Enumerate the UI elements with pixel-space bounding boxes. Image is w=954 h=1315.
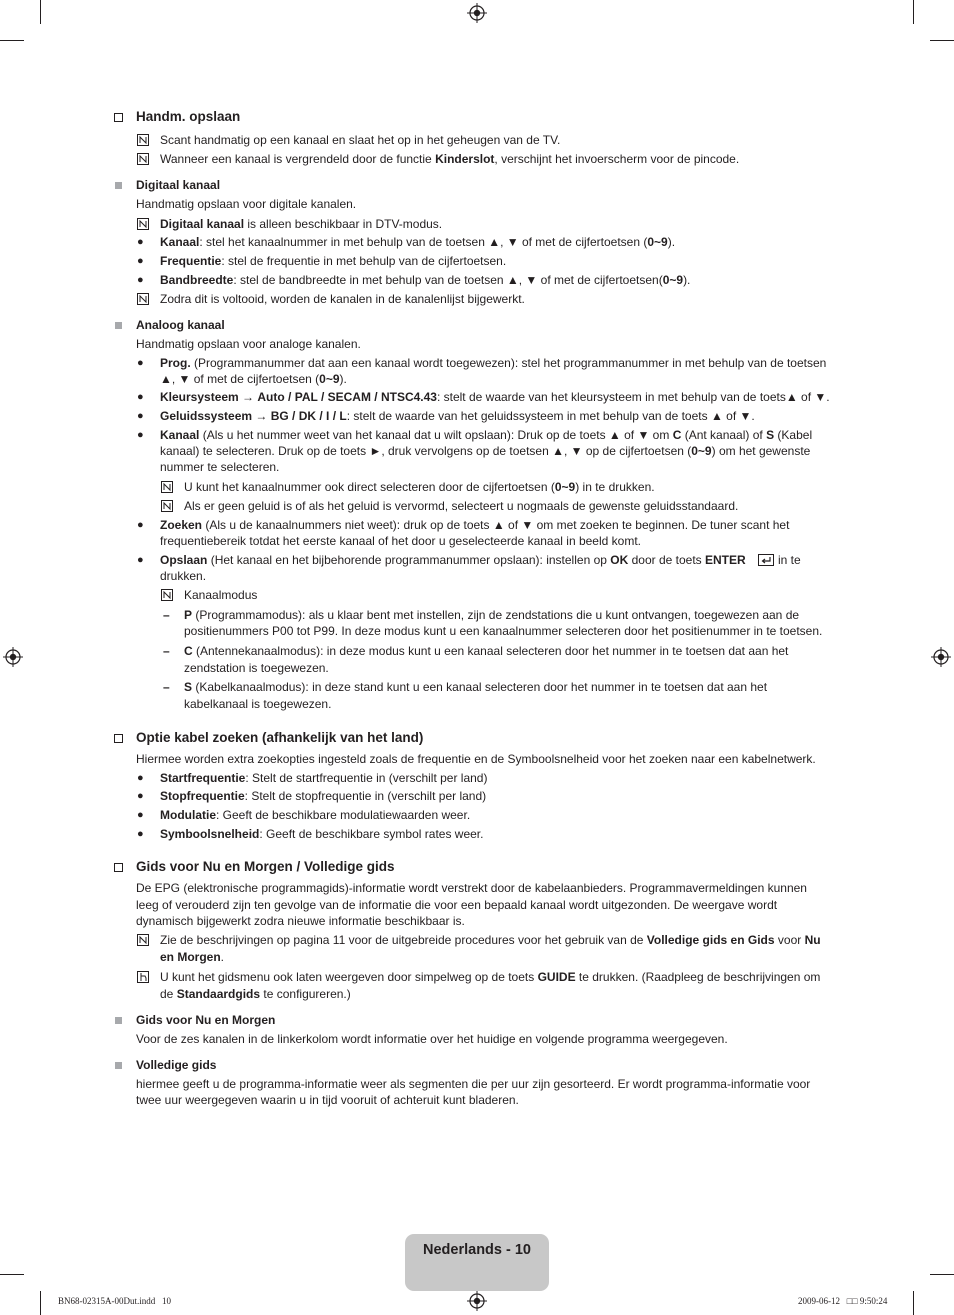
crop-mark bbox=[913, 0, 914, 24]
note-text: Als er geen geluid is of als het geluid is vervormd, selecteert u nogmaals de gewenste geluidsstandaard. bbox=[184, 499, 739, 513]
list-item: Kleursysteem → Auto / PAL / SECAM / NTSC4.43: stelt de waarde van het kleursysteem in met behulp van de toets▲ of ▼. bbox=[160, 390, 830, 404]
list-item: Kanaal: stel het kanaalnummer in met behulp van de toetsen ▲, ▼ of met de cijfertoetsen (0~9). bbox=[160, 235, 676, 249]
paragraph: Hiermee worden extra zoekopties ingesteld zoals de frequentie en de Symboolsnelheid voor het zoeken naar een kabelnetwerk. bbox=[136, 752, 816, 766]
paragraph: dynamisch bijgewerkt zodra nieuwe informatie beschikbaar is. bbox=[136, 914, 465, 928]
list-item: P (Programmamodus): als u klaar bent met instellen, zijn de zendstations die u kunt ontvangen, toegewezen aan de bbox=[184, 608, 800, 622]
paragraph: Handmatig opslaan voor digitale kanalen. bbox=[136, 197, 357, 211]
paragraph: Handmatig opslaan voor analoge kanalen. bbox=[136, 337, 361, 351]
subsection-title: Digitaal kanaal bbox=[136, 178, 221, 192]
paragraph: twee uur weergegeven waarin u in tijd vooruit of achteruit kunt bladeren. bbox=[136, 1093, 519, 1107]
list-item: C (Antennekanaalmodus): in deze modus kunt u een kanaal selecteren door het nummer in te toetsen dat aan het bbox=[184, 644, 789, 658]
note-icon bbox=[137, 153, 150, 165]
list-item: Bandbreedte: stel de bandbreedte in met behulp van de toetsen ▲, ▼ of met de cijfertoetsen(0~9). bbox=[160, 273, 691, 287]
crop-mark bbox=[0, 1274, 24, 1275]
registration-mark-icon bbox=[3, 647, 23, 667]
subsection-square-icon bbox=[115, 1062, 122, 1069]
bullet-icon: ● bbox=[137, 519, 144, 531]
bullet-icon: ● bbox=[137, 429, 144, 441]
section-title: Handm. opslaan bbox=[136, 109, 241, 124]
list-item: S (Kabelkanaalmodus): in deze stand kunt u een kanaal selecteren door het nummer in te toetsen dat aan het bbox=[184, 680, 768, 694]
list-item: Symboolsnelheid: Geeft de beschikbare symbol rates weer. bbox=[160, 827, 484, 841]
crop-mark bbox=[913, 1291, 914, 1315]
list-item: ▲, ▼ of met de cijfertoetsen (0~9). bbox=[160, 372, 347, 386]
note-icon bbox=[137, 934, 150, 946]
note-text: U kunt het kanaalnummer ook direct selecteren door de cijfertoetsen (0~9) in te drukken. bbox=[184, 480, 655, 494]
note-text: Kanaalmodus bbox=[184, 588, 258, 602]
list-item: kanaal) te selecteren. Druk op de toets ►, druk vervolgens op de toetsen ▲, ▼ op de cijfertoetsen (0~9) om het gewenste bbox=[160, 444, 811, 458]
list-item: Modulatie: Geeft de beschikbare modulatiewaarden weer. bbox=[160, 808, 471, 822]
list-item: positienummers P00 tot P99. In deze modus kunt u een kanaalnummer selecteren door het positienummer in te toetsen. bbox=[184, 624, 823, 638]
paragraph: De EPG (elektronische programmagids)-informatie wordt verstrekt door de kabelaanbieders. Programmavermeldingen kunnen bbox=[136, 881, 807, 895]
section-checkbox-icon bbox=[114, 113, 123, 122]
bullet-icon: ● bbox=[137, 828, 144, 840]
crop-mark bbox=[0, 40, 24, 41]
print-datetime: 2009-06-12 □□ 9:50:24 bbox=[798, 1296, 888, 1306]
bullet-icon: ● bbox=[137, 357, 144, 369]
note-icon bbox=[137, 293, 150, 305]
list-item: Stopfrequentie: Stelt de stopfrequentie in (verschilt per land) bbox=[160, 789, 487, 803]
note-text: Zie de beschrijvingen op pagina 11 voor de uitgebreide procedures voor het gebruik van de Volledige gids en Gids voor Nu bbox=[160, 933, 821, 947]
enter-key-icon bbox=[758, 554, 774, 566]
list-item: Frequentie: stel de frequentie in met behulp van de cijfertoetsen. bbox=[160, 254, 507, 268]
subsection-title: Volledige gids bbox=[136, 1058, 217, 1072]
subsection-square-icon bbox=[115, 182, 122, 189]
list-item: kabelkanaal is toegewezen. bbox=[184, 697, 332, 711]
bullet-icon: ● bbox=[137, 255, 144, 267]
subsection-square-icon bbox=[115, 322, 122, 329]
note-text: Zodra dit is voltooid, worden de kanalen in de kanalenlijst bijgewerkt. bbox=[160, 292, 525, 306]
crop-mark bbox=[930, 40, 954, 41]
section-title: Optie kabel zoeken (afhankelijk van het land) bbox=[136, 730, 424, 745]
bullet-icon: ● bbox=[137, 809, 144, 821]
dash-icon: – bbox=[163, 680, 170, 694]
list-item: Zoeken (Als u de kanaalnummers niet weet): druk op de toets ▲ of ▼ om met zoeken te beginnen. De tuner scant het bbox=[160, 518, 790, 532]
dash-icon: – bbox=[163, 608, 170, 622]
registration-mark-icon bbox=[467, 3, 487, 23]
note-icon bbox=[161, 481, 174, 493]
note-icon bbox=[161, 500, 174, 512]
subsection-square-icon bbox=[115, 1017, 122, 1024]
note-text: Wanneer een kanaal is vergrendeld door de functie Kinderslot, verschijnt het invoerscherm voor de pincode. bbox=[160, 152, 740, 166]
subsection-title: Analoog kanaal bbox=[136, 318, 225, 332]
list-item: frequentiebereik totdat het eerste kanaal of het door u geselecteerde kanaal in beeld komt. bbox=[160, 534, 641, 548]
registration-mark-icon bbox=[467, 1291, 487, 1311]
list-item: Opslaan (Het kanaal en het bijbehorende programmanummer opslaan): instellen op OK door de toets ENTER bbox=[160, 553, 746, 567]
bullet-icon: ● bbox=[137, 554, 144, 566]
note-icon bbox=[137, 134, 150, 146]
list-item: Prog. (Programmanummer dat aan een kanaal wordt toegewezen): stel het programmanummer in met behulp van de toetsen bbox=[160, 356, 827, 370]
section-checkbox-icon bbox=[114, 734, 123, 743]
section-title: Gids voor Nu en Morgen / Volledige gids bbox=[136, 859, 395, 874]
note-icon bbox=[161, 589, 174, 601]
bullet-icon: ● bbox=[137, 790, 144, 802]
paragraph: Voor de zes kanalen in de linkerkolom wordt informatie over het huidige en volgende programma weergegeven. bbox=[136, 1032, 728, 1046]
note-icon bbox=[137, 218, 150, 230]
note-text: Digitaal kanaal is alleen beschikbaar in DTV-modus. bbox=[160, 217, 443, 231]
section-checkbox-icon bbox=[114, 863, 123, 872]
list-item: Kanaal (Als u het nummer weet van het kanaal dat u wilt opslaan): Druk op de toets ▲ of ▼ om C (Ant kanaal) of S (Kabel bbox=[160, 428, 813, 442]
paragraph: leeg of verouderd zijn ten gevolge van de informatie die voor een bepaald kanaal wordt uitgezonden. De weergave wordt bbox=[136, 898, 778, 912]
list-item: drukken. bbox=[160, 569, 207, 583]
note-text: Scant handmatig op een kanaal en slaat het op in het geheugen van de TV. bbox=[160, 133, 561, 147]
list-item: zendstation is toegewezen. bbox=[184, 661, 329, 675]
crop-mark bbox=[40, 0, 41, 24]
registration-mark-icon bbox=[931, 647, 951, 667]
dash-icon: – bbox=[163, 644, 170, 658]
file-name: BN68-02315A-00Dut.indd 10 bbox=[58, 1296, 171, 1306]
paragraph: hiermee geeft u de programma-informatie weer als segmenten die per uur zijn gesorteerd. Er wordt programma-informatie voor bbox=[136, 1077, 811, 1091]
tip-icon bbox=[137, 971, 150, 983]
bullet-icon: ● bbox=[137, 391, 144, 403]
bullet-icon: ● bbox=[137, 772, 144, 784]
list-item: Geluidssysteem → BG / DK / I / L: stelt de waarde van het geluidssysteem in met behulp van de toets ▲ of ▼. bbox=[160, 409, 755, 423]
note-text: U kunt het gidsmenu ook laten weergeven door simpelweg op de toets GUIDE te drukken. (Raadpleeg de beschrijvingen om bbox=[160, 970, 821, 984]
bullet-icon: ● bbox=[137, 236, 144, 248]
subsection-title: Gids voor Nu en Morgen bbox=[136, 1013, 276, 1027]
bullet-icon: ● bbox=[137, 410, 144, 422]
note-text: en Morgen. bbox=[160, 950, 225, 964]
list-item: in te bbox=[778, 553, 801, 567]
crop-mark bbox=[930, 1274, 954, 1275]
list-item: nummer te selecteren. bbox=[160, 460, 280, 474]
list-item: Startfrequentie: Stelt de startfrequentie in (verschilt per land) bbox=[160, 771, 488, 785]
crop-mark bbox=[40, 1291, 41, 1315]
bullet-icon: ● bbox=[137, 274, 144, 286]
page-number: Nederlands - 10 bbox=[423, 1242, 531, 1258]
note-text: de Standaardgids te configureren.) bbox=[160, 987, 351, 1001]
